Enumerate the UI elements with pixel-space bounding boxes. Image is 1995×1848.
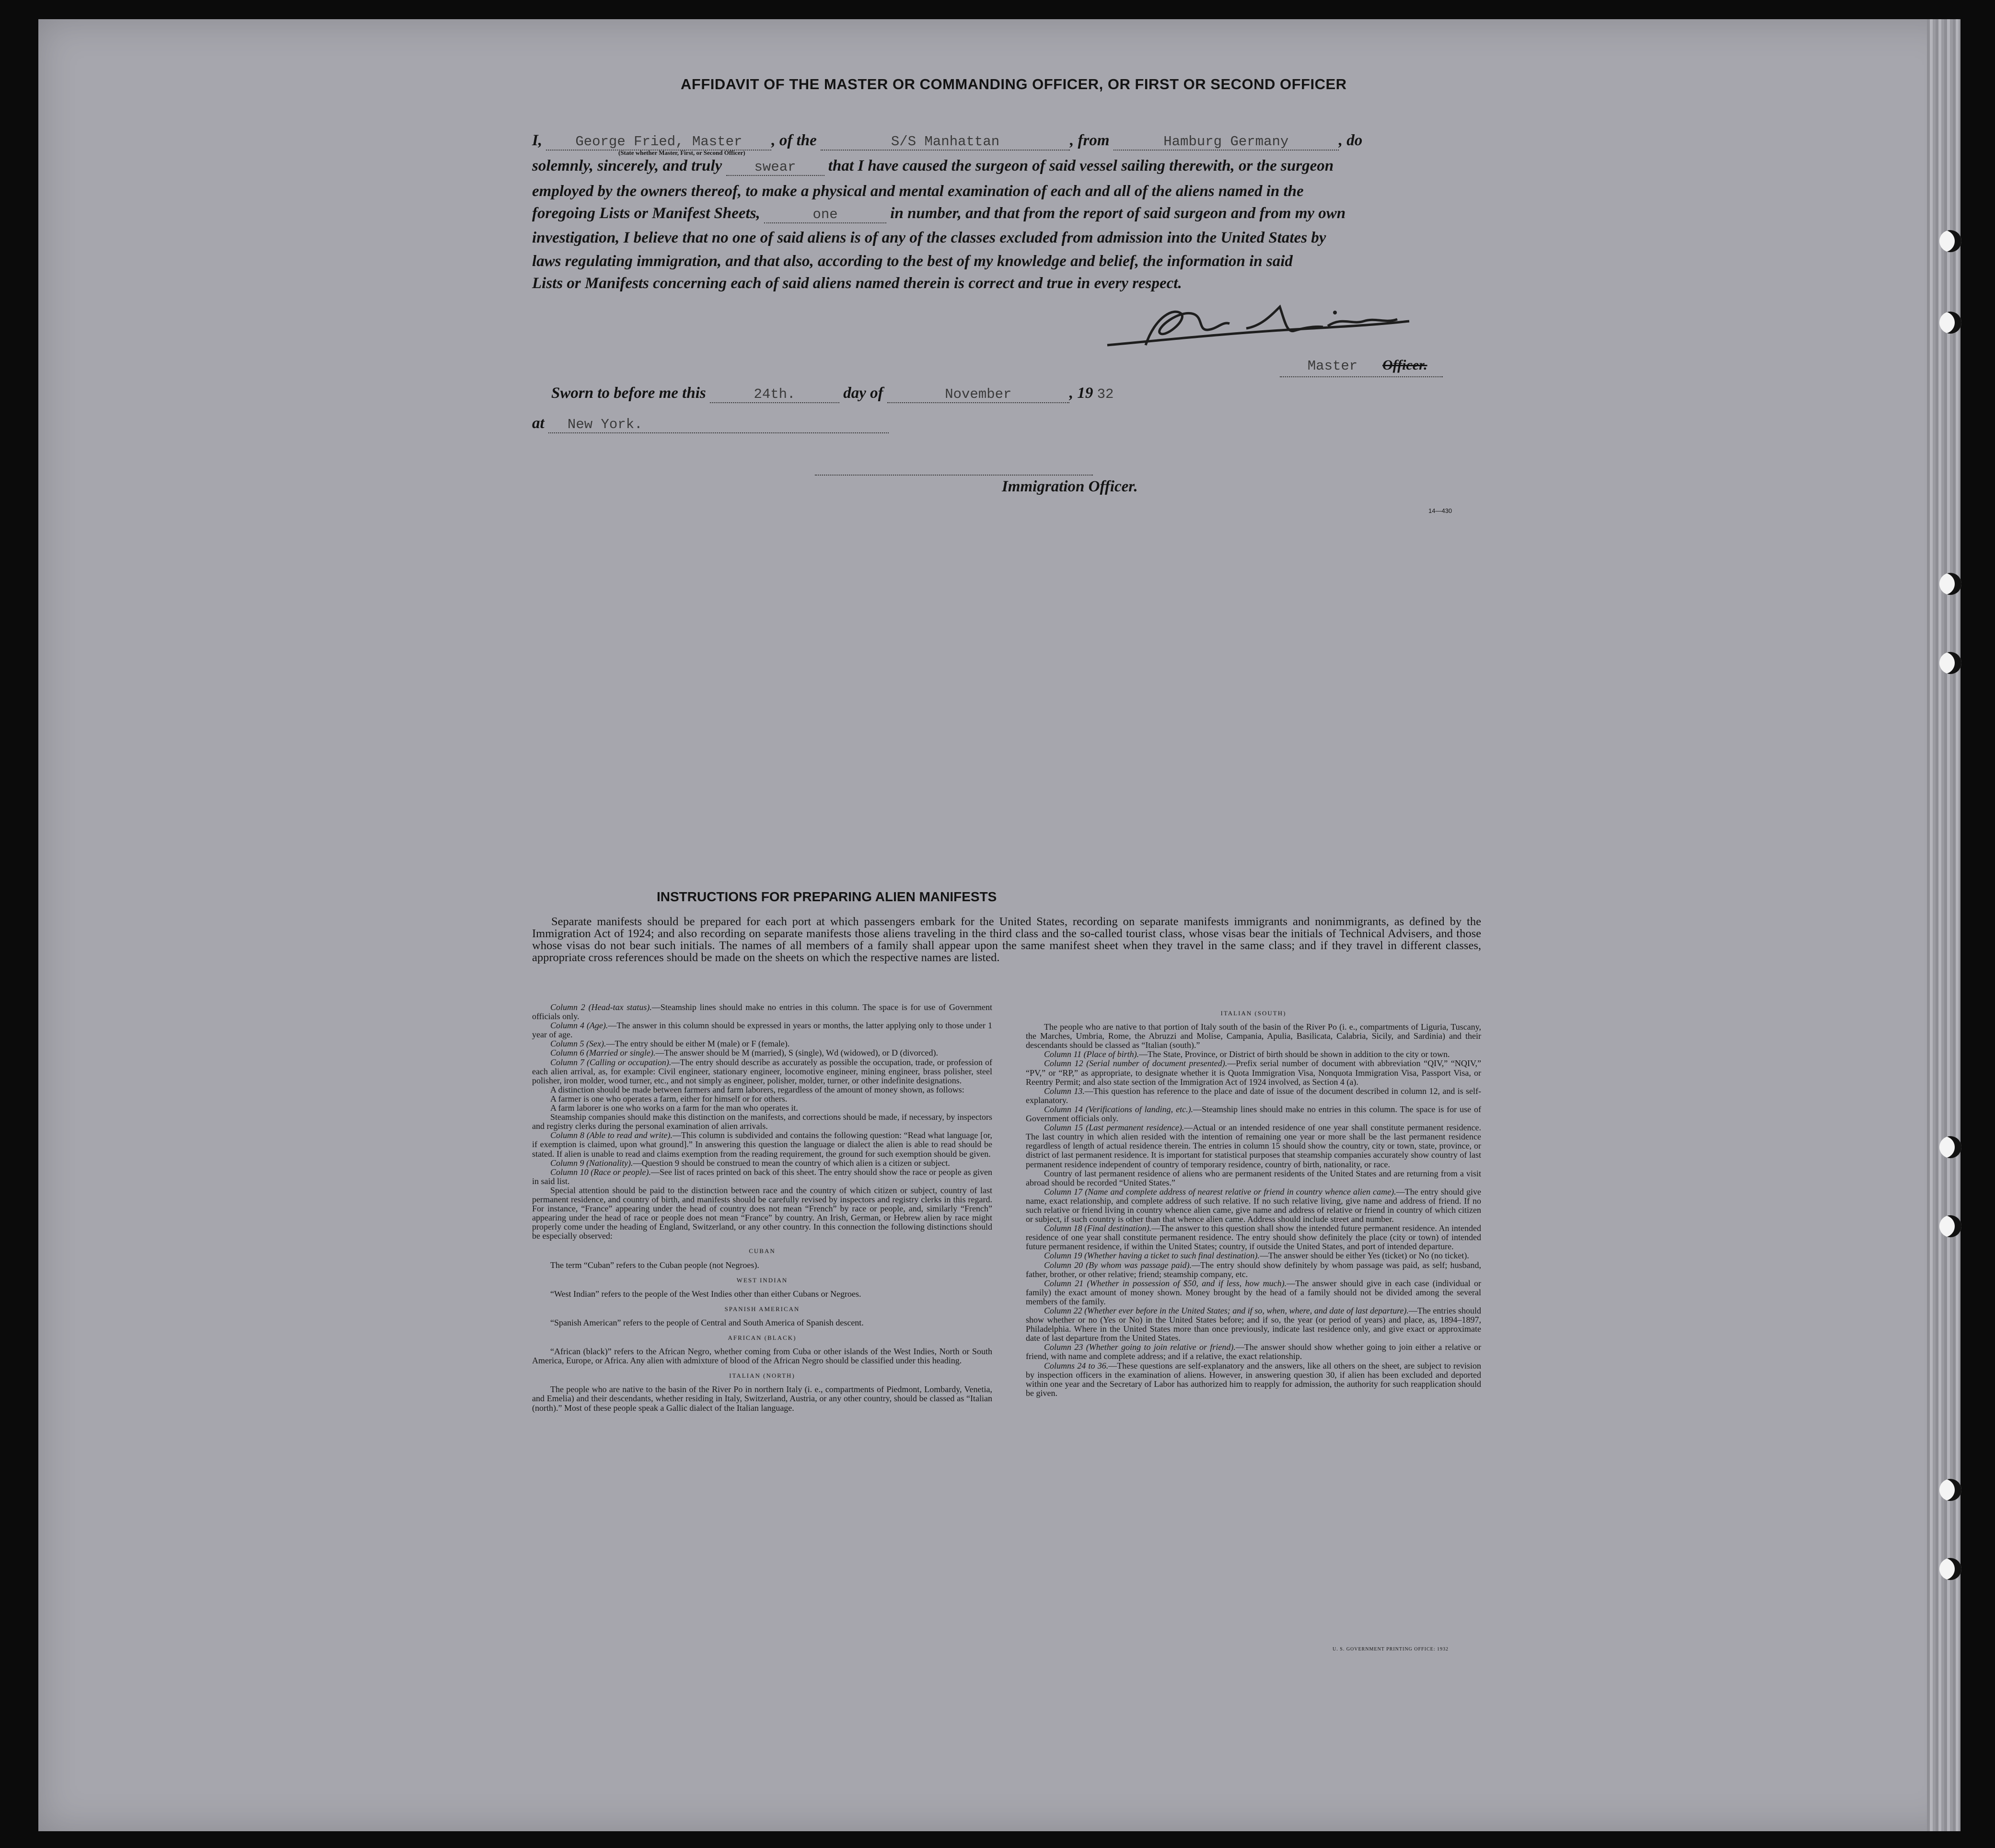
column-heading: Column 7 (Calling or occupation). bbox=[550, 1057, 672, 1067]
column-heading: Column 22 (Whether ever before in the United States; and if so, when, where, and date of last departure). bbox=[1044, 1306, 1409, 1315]
sworn-day-field: 24th. bbox=[710, 386, 839, 403]
punch-hole-icon bbox=[1939, 1215, 1961, 1237]
punch-hole-icon bbox=[1939, 573, 1961, 595]
instruction-paragraph: Column 4 (Age).—The answer in this column should be expressed in years or months, the latter applying only to those under 1 year of age. bbox=[532, 1021, 993, 1040]
column-heading: Column 20 (By whom was passage paid). bbox=[1044, 1260, 1192, 1270]
instructions-intro: Separate manifests should be prepared for each port at which passengers embark for the United States, recording on separate manifests immigrants and nonimmigrants, as defined by the Immigration Act of 1924; and also recording on separate manifests those aliens traveling in the third class and the so-called tourist class, whose visas bear the initials of Technical Advisers, and those whose visas do not bear such initials. The names of all members of a family shall appear upon the same manifest sheet when they travel in the same class; and if they travel in different classes, appropriate cross references should be made on the sheets on which the respective names are listed. bbox=[532, 915, 1481, 964]
instructions-title: INSTRUCTIONS FOR PREPARING ALIEN MANIFESTS bbox=[657, 889, 997, 904]
text: , of the bbox=[771, 132, 817, 149]
column-heading: Column 12 (Serial number of document presented). bbox=[1044, 1058, 1228, 1069]
instructions-left-column bbox=[532, 1003, 992, 1413]
text: that I have caused the surgeon of said vessel sailing therewith, or the surgeon bbox=[828, 157, 1334, 174]
instruction-paragraph: Column 5 (Sex).—The entry should be either M (male) or F (female). bbox=[550, 1039, 790, 1049]
punch-hole-icon bbox=[1939, 1136, 1961, 1158]
text: , do bbox=[1338, 132, 1363, 149]
sheet-count-field: one bbox=[764, 207, 886, 223]
sworn-line bbox=[551, 384, 1126, 403]
column-heading: Column 4 (Age). bbox=[550, 1021, 608, 1031]
column-heading: Column 14 (Verifications of landing, etc.). bbox=[1044, 1104, 1194, 1114]
column-heading: Column 23 (Whether going to join relative or friend). bbox=[1044, 1342, 1236, 1352]
affidavit-line-3: employed by the owners thereof, to make a physical and mental examination of each and all of the aliens named in the bbox=[532, 183, 1304, 200]
sworn-place-field: New York. bbox=[548, 417, 889, 433]
section-heading: SPANISH AMERICAN bbox=[724, 1305, 800, 1313]
signature-scrawl-icon bbox=[1102, 288, 1414, 360]
instruction-paragraph: Column 6 (Married or single).—The answer should be M (married), S (single), Wd (widowed), or D (divorced). bbox=[550, 1048, 939, 1058]
affidavit-line-4 bbox=[532, 205, 1345, 223]
oath-field: swear bbox=[726, 159, 824, 176]
column-heading: Column 21 (Whether in possession of $50, and if less, how much). bbox=[1044, 1278, 1287, 1288]
instruction-paragraph: A farmer is one who operates a farm, either for himself or for others. bbox=[550, 1093, 788, 1104]
instruction-paragraph: Column 21 (Whether in possession of $50, and if less, how much).—The answer should give in each case (individual or family) the exact amount of money shown. Money brought by the head of a family should not be divided among the several members of the family. bbox=[1026, 1278, 1481, 1306]
instruction-paragraph: Column 23 (Whether going to join relative or friend).—The answer should show whether going to join either a relative or friend, with name and complete address; and if a relative, the exact relationship. bbox=[1026, 1342, 1481, 1361]
instruction-paragraph: Column 8 (Able to read and write).—This column is subdivided and contains the following question: “Read what language [or, if exemption is claimed, upon what ground].” In answering this question the language or dialect the alien is able to read should be stated. If alien is unable to read and claims exemption from the reading requirement, the ground for such exemption should be given. bbox=[532, 1130, 993, 1159]
text: day of bbox=[843, 384, 883, 402]
instruction-paragraph: Country of last permanent residence of aliens who are permanent residents of the United States and are returning from a visit abroad should be recorded “United States.” bbox=[1026, 1168, 1481, 1187]
text: foregoing Lists or Manifest Sheets, bbox=[532, 205, 760, 222]
column-heading: Column 5 (Sex). bbox=[550, 1039, 606, 1049]
affidavit-line-7: Lists or Manifests concerning each of said aliens named therein is correct and true in every respect. bbox=[532, 275, 1182, 292]
affidavit-title: AFFIDAVIT OF THE MASTER OR COMMANDING OFFICER, OR FIRST OR SECOND OFFICER bbox=[681, 76, 1347, 93]
officer-rank-caption: (State whether Master, First, or Second Officer) bbox=[618, 149, 745, 156]
instruction-paragraph: Special attention should be paid to the distinction between race and the country of which citizen or subject, country of last permanent residence, and country of birth, and manifests should be carefully revised by inspectors and registry clerks in this regard. For instance, “France” appearing under the head of country does not mean “French” by race or people, and, similarly “French” appearing under the head of race or people does not mean “France” by country. An Irish, German, or Hebrew alien by race might properly come under the heading of England, Switzerland, or any other country. In this connection the following distinctions should be especially observed: bbox=[532, 1185, 992, 1241]
section-heading: ITALIAN (NORTH) bbox=[729, 1372, 795, 1380]
instruction-paragraph: The people who are native to that portion of Italy south of the basin of the River Po (i. e., compartments of Liguria, Tuscany, the Marches, Umbria, Rome, the Abruzzi and Molise, Campania, Apulia, Basilicata, Calabria, Sicily, and Sardinia) and their descendants should be classed as “Italian (south).” bbox=[1026, 1022, 1481, 1050]
departure-port-field: Hamburg Germany bbox=[1113, 134, 1339, 151]
column-heading: Column 6 (Married or single). bbox=[550, 1048, 656, 1058]
instruction-paragraph: Column 20 (By whom was passage paid).—The entry should show definitely by whom passage was paid, as self; husband, father, brother, or other relative; friend; steamship company, etc. bbox=[1026, 1260, 1481, 1279]
text: solemnly, sincerely, and truly bbox=[532, 157, 722, 174]
instruction-paragraph: Column 18 (Final destination).—The answer to this question shall show the intended future permanent residence. An intended residence of one year shall constitute permanent residence. The entry should show definitely the place (city or town) of intended future permanent residence, if within the United States; country, if outside the United States, and port of intended departure. bbox=[1026, 1223, 1481, 1252]
section-heading: WEST INDIAN bbox=[736, 1276, 788, 1284]
printing-office-imprint: U. S. GOVERNMENT PRINTING OFFICE: 1932 bbox=[1333, 1647, 1449, 1652]
instruction-paragraph: Steamship companies should make this distinction on the manifests, and corrections should be made, if necessary, by inspectors and registry clerks during the personal examination of alien arrivals. bbox=[532, 1112, 992, 1131]
punch-hole-icon bbox=[1939, 1558, 1961, 1580]
text: , 19 bbox=[1069, 384, 1093, 402]
instruction-paragraph: Columns 24 to 36.—These questions are self-explanatory and the answers, like all others on the sheet, are subject to revision by inspection officers in the examination of aliens. However, in answering question 30, if alien has been excluded and deported within one year and the Secretary of Labor has authorized him to reapply for admission, the authority for such reapplication should be given. bbox=[1026, 1360, 1481, 1398]
column-heading: Column 9 (Nationality). bbox=[550, 1158, 633, 1168]
instruction-paragraph: Column 17 (Name and complete address of nearest relative or friend in country whence alien came).—The entry should give name, exact relationship, and complete address of such relative. If no such relative living, give name and address of friend. If no such relative or friend living in country whence alien came, give name and address of relative or friend in country of which citizen or subject, if such country is other than that whence alien came. Address should include street and number. bbox=[1026, 1186, 1481, 1224]
text: at bbox=[532, 415, 545, 432]
instruction-paragraph: The term “Cuban” refers to the Cuban people (not Negroes). bbox=[550, 1260, 759, 1270]
instruction-paragraph: Column 15 (Last permanent residence).—Actual or an intended residence of one year shall constitute permanent residence. The last country in which alien resided with the intention of remaining one year or more shall be the last permanent residence regardless of length of actual residence therein. The entries in column 15 should show the country, city or town, state, province, or district of last permanent residence. It is important for statistical purposes that steamship companies accurately show country of last permanent residence independent of country of temporary residence, country of birth, nationality, or race. bbox=[1026, 1123, 1481, 1169]
form-number: 14—430 bbox=[1428, 507, 1452, 514]
column-heading: Column 17 (Name and complete address of nearest relative or friend in country whence alien came). bbox=[1044, 1186, 1396, 1197]
punch-hole-icon bbox=[1939, 312, 1961, 334]
text: I, bbox=[532, 132, 543, 149]
punch-hole-icon bbox=[1939, 652, 1961, 674]
column-heading: Column 11 (Place of birth). bbox=[1044, 1049, 1139, 1059]
officer-name-field: George Fried, Master bbox=[546, 134, 771, 151]
column-heading: Column 2 (Head-tax status). bbox=[550, 1002, 652, 1012]
instruction-paragraph: A distinction should be made between farmers and farm laborers, regardless of the amount of money shown, as follows: bbox=[550, 1084, 964, 1094]
section-heading: CUBAN bbox=[749, 1247, 776, 1255]
instruction-paragraph: Column 13.—This question has reference to the place and date of issue of the document described in column 12, and is self-explanatory. bbox=[1026, 1086, 1481, 1105]
instruction-paragraph: “African (black)” refers to the African Negro, whether coming from Cuba or other islands of the West Indies, North or South America, Europe, or Africa. Any alien with admixture of blood of the African Negro should be classified under this heading. bbox=[532, 1347, 992, 1366]
instruction-paragraph: Column 19 (Whether having a ticket to such final destination).—The answer should be either Yes (ticket) or No (no ticket). bbox=[1044, 1251, 1469, 1261]
punch-hole-icon bbox=[1939, 230, 1961, 252]
sworn-place-line bbox=[532, 415, 889, 433]
signature-line bbox=[1280, 376, 1443, 377]
text: Sworn to before me this bbox=[551, 384, 706, 402]
text: , from bbox=[1070, 132, 1110, 149]
sworn-month-field: November bbox=[887, 386, 1069, 403]
affidavit-line-6: laws regulating immigration, and that also, according to the best of my knowledge and belief, the information in said bbox=[532, 253, 1293, 270]
officer-signature-line bbox=[815, 475, 1093, 476]
column-heading: Columns 24 to 36. bbox=[1044, 1360, 1109, 1371]
instruction-paragraph: Column 7 (Calling or occupation).—The entry should describe as accurately as possible the occupation, trade, or profession of each alien arrival, as, for example: Civil engineer, stationary engineer, locomotive engineer, mining engineer, brass polisher, steel polisher, iron molder, wood turner, etc., and not simply as engineer, polisher, molder, turner, or other indefinite designations. bbox=[532, 1057, 992, 1085]
column-heading: Column 18 (Final destination). bbox=[1044, 1223, 1152, 1233]
text: in number, and that from the report of said surgeon and from my own bbox=[890, 205, 1346, 222]
instruction-paragraph: The people who are native to the basin of the River Po in northern Italy (i. e., compartments of Piedmont, Lombardy, Venetia, and Emelia) and their descendants, whether residing in Italy, Switzerland, Austria, or any other country, should be classed as “Italian (north).” Most of these people speak a Gallic dialect of the Italian language. bbox=[532, 1384, 992, 1413]
instruction-paragraph: “West Indian” refers to the people of the West Indies other than either Cubans or Negroes. bbox=[550, 1289, 861, 1299]
instructions-right-column bbox=[1026, 1003, 1481, 1398]
instruction-paragraph: Column 9 (Nationality).—Question 9 should be construed to mean the country of which alien is a citizen or subject. bbox=[550, 1158, 950, 1168]
section-heading: ITALIAN (SOUTH) bbox=[1220, 1010, 1287, 1017]
signer-title-field: Master bbox=[1307, 358, 1358, 374]
column-heading: Column 13. bbox=[1044, 1086, 1085, 1096]
column-heading: Column 10 (Race or people). bbox=[550, 1167, 651, 1177]
column-heading: Column 8 (Able to read and write). bbox=[550, 1130, 673, 1140]
column-heading: Column 15 (Last permanent residence). bbox=[1044, 1123, 1184, 1133]
instruction-paragraph: Column 11 (Place of birth).—The State, Province, or District of birth should be shown in addition to the city or town. bbox=[1044, 1049, 1450, 1059]
instruction-paragraph: Column 14 (Verifications of landing, etc.).—Steamship lines should make no entries in this column. The space is for use of Government officials only. bbox=[1026, 1104, 1481, 1124]
immigration-officer-label: Immigration Officer. bbox=[1002, 478, 1138, 495]
section-heading: AFRICAN (BLACK) bbox=[728, 1334, 797, 1341]
sworn-year-field: 32 bbox=[1097, 386, 1114, 402]
vessel-name-field: S/S Manhattan bbox=[821, 134, 1070, 151]
affidavit-line-1 bbox=[532, 132, 1362, 151]
instruction-paragraph: Column 22 (Whether ever before in the United States; and if so, when, where, and date of last departure).—The entries should show whether or no (Yes or No) in the United States before; and if so, the year (or period of years) and place, as, 1894–1897, Philadelphia. Where in the United States more than once previously, indicate last residence only, and give exact or approximate date of last departure from the United States. bbox=[1026, 1306, 1481, 1343]
signer-title-line bbox=[1285, 357, 1427, 374]
instruction-paragraph: A farm laborer is one who works on a farm for the man who operates it. bbox=[550, 1103, 798, 1113]
instruction-paragraph: Column 12 (Serial number of document presented).—Prefix serial number of document with abbreviation “QIV,” “NQIV,” “PV,” or “RP,” as appropriate, to designate whether it is Quota Immigration Visa, Nonquota Immigration Visa, Passport Visa, or Reentry Permit; and also state section of the Immigration Act of 1924 involved, as Section 4 (a). bbox=[1026, 1058, 1481, 1087]
affidavit-line-2 bbox=[532, 157, 1334, 176]
instruction-paragraph: Column 2 (Head-tax status).—Steamship lines should make no entries in this column. The space is for use of Government officials only. bbox=[532, 1002, 992, 1022]
officer-label: Officer. bbox=[1382, 357, 1427, 373]
instruction-paragraph: Column 10 (Race or people).—See list of races printed on back of this sheet. The entry should show the race or people as given in said list. bbox=[532, 1167, 993, 1186]
affidavit-line-5: investigation, I believe that no one of said aliens is of any of the classes excluded from admission into the United States by bbox=[532, 229, 1326, 246]
instruction-paragraph: “Spanish American” refers to the people of Central and South America of Spanish descent. bbox=[550, 1317, 864, 1327]
punch-hole-icon bbox=[1939, 1479, 1961, 1501]
column-heading: Column 19 (Whether having a ticket to such final destination). bbox=[1044, 1251, 1260, 1261]
